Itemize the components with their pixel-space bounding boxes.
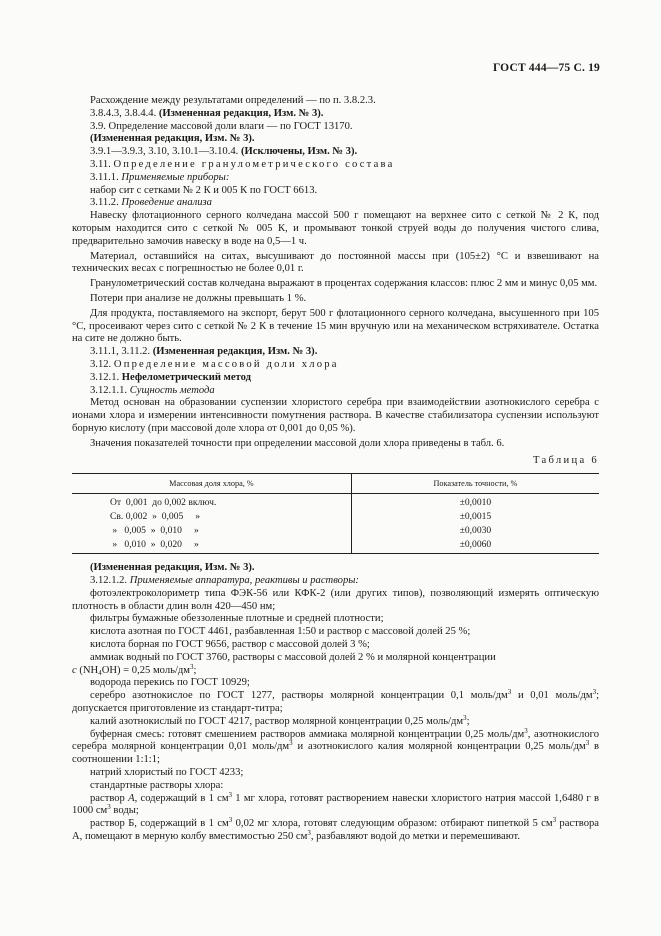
column-header: Массовая доля хлора, %	[72, 474, 351, 494]
clause-number: 3.11.	[90, 158, 114, 170]
superscript: 3	[507, 688, 512, 697]
clause-number: 3.12.1.	[90, 371, 122, 383]
paragraph	[72, 818, 599, 844]
amendment-note: (Измененная редакция, Изм. № 3).	[158, 107, 324, 119]
clause-number: 3.12.	[90, 358, 114, 370]
table-cell: » 0,005 » 0,010 »	[72, 524, 351, 538]
text: буферная смесь: готовят смешением растворов аммиака молярной концентрации 0,25 моль/дм	[90, 728, 525, 740]
clause-number: 3.11.1, 3.11.2.	[90, 346, 153, 358]
formula-symbol: c	[72, 664, 77, 676]
table-header-row	[72, 474, 599, 494]
table-cell: От 0,001 до 0,002 включ.	[72, 494, 351, 510]
paragraph	[72, 713, 599, 729]
text: , содержащий в 1 см	[134, 792, 229, 804]
text: воды;	[110, 805, 139, 817]
amendment-note: (Измененная редакция, Изм. № 3).	[90, 133, 255, 145]
table-cell: Св. 0,002 » 0,005 »	[72, 510, 351, 524]
section-title: Определение массовой доли хлора	[113, 358, 339, 370]
clause-number: 3.9.1—3.9.3, 3.10, 3.10.1—3.10.4.	[90, 146, 241, 158]
paragraph: Потери при анализе не должны превышать 1 %.	[90, 292, 307, 304]
text: 1 мг хлора, готовят растворением навески хлористого натрия массой 1,6480 г в 1000 см	[72, 792, 599, 817]
paragraph	[72, 790, 599, 819]
amendment-note: (Исключены, Изм. № 3).	[240, 146, 358, 158]
section-title: Определение гранулометрического состава	[113, 158, 395, 170]
paragraph	[72, 108, 599, 121]
amendment-note: (Измененная редакция, Изм. № 3).	[90, 562, 255, 574]
text: , разбавляют водой до метки и перемешивают.	[310, 831, 520, 843]
paragraph: аммиак водный по ГОСТ 3760, растворы с массовой долей 2 % и молярной концентрации	[90, 651, 496, 663]
formula-line	[72, 662, 599, 678]
subsection-title: Применяемые аппаратура, реактивы и растворы:	[129, 575, 359, 587]
text: в соотношении 1:1:1;	[72, 741, 600, 766]
table-cell: ±0,0010	[459, 497, 492, 509]
superscript: 3	[524, 726, 528, 735]
table-row	[72, 510, 599, 524]
paragraph	[72, 146, 599, 159]
text: раствор	[90, 792, 129, 804]
text: ;	[466, 715, 470, 727]
text: , азотнокислого серебра молярной концентрации 0,01 моль/дм	[72, 728, 600, 753]
paragraph: фильтры бумажные обеззоленные плотные и средней плотности;	[90, 613, 384, 625]
paragraph: Расхождение между результатами определений — по п. 3.8.2.3.	[90, 95, 376, 106]
paragraph: кислота борная по ГОСТ 9656, раствор с массовой долей 3 %;	[90, 639, 370, 651]
section-heading: 3.9. Определение массовой доли влаги — по ГОСТ 13170.	[90, 120, 353, 132]
paragraph: стандартные растворы хлора:	[90, 779, 224, 791]
clause-number: 3.12.1.2.	[90, 575, 130, 587]
paragraph: Метод основан на образовании суспензии хлористого серебра при взаимодействии азотнокислого серебра с ионами хлора и измерении интенсивности помутнения раствора. В качестве стабилизатора суспензии используют борную кислоту (при массовой доле хлора от 0,001 до 0,05 %).	[72, 397, 599, 434]
text: раствор Б, содержащий в 1 см	[90, 818, 229, 830]
table-cell: ±0,0030	[459, 524, 492, 536]
text: ; допускается приготовление из стандарт-титра;	[72, 690, 600, 715]
text: раствора А, помещают в мерную колбу вместимостью 250 см	[72, 818, 599, 843]
subsection-heading	[72, 197, 599, 210]
superscript: 3	[307, 829, 311, 838]
paragraph: Навеску флотационного серного колчедана массой 500 г помещают на верхнее сито с сеткой № 2 К, под которым находится сито с сеткой № 005 К, и промывают тонкой струей воды до получения чистого слива, предварительно замочив навеску в воде на 0,5—1 ч.	[72, 210, 599, 247]
precision-table	[72, 473, 599, 554]
superscript: 3	[107, 803, 111, 812]
clause-number: 3.11.1.	[90, 171, 122, 183]
paragraph: набор сит с сетками № 2 К и 005 К по ГОСТ 6613.	[90, 184, 318, 196]
superscript: 3	[592, 688, 597, 697]
paragraph: водорода перекись по ГОСТ 10929;	[90, 677, 250, 689]
table-row	[72, 538, 599, 554]
formula-text: OH) = 0,25 моль/дм	[101, 664, 190, 676]
subscript: 4	[98, 668, 102, 677]
paragraph: Гранулометрический состав колчедана выражают в процентах содержания классов: плюс 2 мм и минус 0,05 мм.	[90, 278, 598, 290]
clause-number: 3.8.4.3, 3.8.4.4.	[90, 107, 159, 119]
superscript: 3	[190, 662, 194, 671]
subsection-title: Применяемые приборы:	[121, 171, 230, 183]
superscript: 3	[228, 790, 233, 799]
table-cell: ±0,0060	[351, 538, 599, 554]
paragraph	[72, 346, 599, 359]
page-body	[72, 95, 599, 844]
table-row	[72, 494, 599, 510]
table-row	[72, 524, 599, 538]
clause-number: 3.12.1.1.	[90, 384, 130, 396]
superscript: 3	[463, 713, 467, 722]
solution-label: А	[128, 792, 135, 804]
column-header: Показатель точности, %	[351, 474, 599, 494]
paragraph	[72, 690, 599, 716]
paragraph: Материал, оставшийся на ситах, высушивают до постоянной массы при (105±2) °С и взвешивают на технических весах с погрешностью не более 0,01 г.	[72, 250, 599, 275]
superscript: 3	[552, 816, 557, 825]
table-cell: ±0,0015	[459, 510, 492, 522]
paragraph	[72, 726, 600, 767]
paragraph: кислота азотная по ГОСТ 4461, разбавленная 1:50 и раствор с массовой долей 25 %;	[90, 626, 471, 638]
table-cell: » 0,010 » 0,020 »	[72, 538, 351, 554]
text: и 0,01 моль/дм	[511, 690, 593, 702]
clause-number: 3.11.2.	[90, 197, 122, 209]
subsection-title: Нефелометрический метод	[121, 371, 251, 383]
amendment-note: (Измененная редакция, Изм. № 3).	[152, 346, 318, 358]
text: и азотнокислого калия молярной концентрации 0,25 моль/дм	[292, 741, 586, 753]
subsection-heading	[72, 172, 599, 185]
subsection-title: Проведение анализа	[121, 197, 212, 209]
section-heading	[72, 159, 599, 172]
superscript: 3	[289, 739, 293, 748]
subsection-heading	[72, 385, 599, 398]
subsection-title: Сущность метода	[129, 384, 215, 396]
formula-text: ;	[193, 664, 197, 676]
superscript: 3	[585, 739, 590, 748]
formula-text: (NH	[76, 664, 99, 676]
paragraph: натрий хлористый по ГОСТ 4233;	[90, 767, 244, 779]
paragraph: Для продукта, поставляемого на экспорт, берут 500 г флотационного серного колчедана, высушенного при 105 °С, просеивают через сито с сеткой № 2 К в течение 15 мин вручную или на механическом встряхивателе. Остатка на сите не должно быть.	[72, 307, 599, 345]
paragraph: Значения показателей точности при определении массовой доли хлора приведены в табл. 6.	[90, 437, 505, 449]
paragraph: фотоэлектроколориметр типа ФЭК-56 или КФК-2 (или других типов), позволяющий измерять оптическую плотность в области длин волн 420—450 нм;	[72, 587, 599, 612]
section-heading	[72, 359, 599, 372]
text: 0,02 мг хлора, готовят следующим образом: отбирают пипеткой 5 см	[232, 818, 553, 830]
text: калий азотнокислый по ГОСТ 4217, раствор молярной концентрации 0,25 моль/дм	[90, 715, 464, 727]
superscript: 3	[228, 816, 233, 825]
table-caption: Таблица 6	[532, 454, 599, 466]
subsection-heading	[72, 372, 599, 385]
text: серебро азотнокислое по ГОСТ 1277, растворы молярной концентрации 0,1 моль/дм	[90, 690, 508, 702]
page-header: ГОСТ 444—75 С. 19	[492, 62, 600, 74]
subsection-heading	[72, 575, 599, 588]
